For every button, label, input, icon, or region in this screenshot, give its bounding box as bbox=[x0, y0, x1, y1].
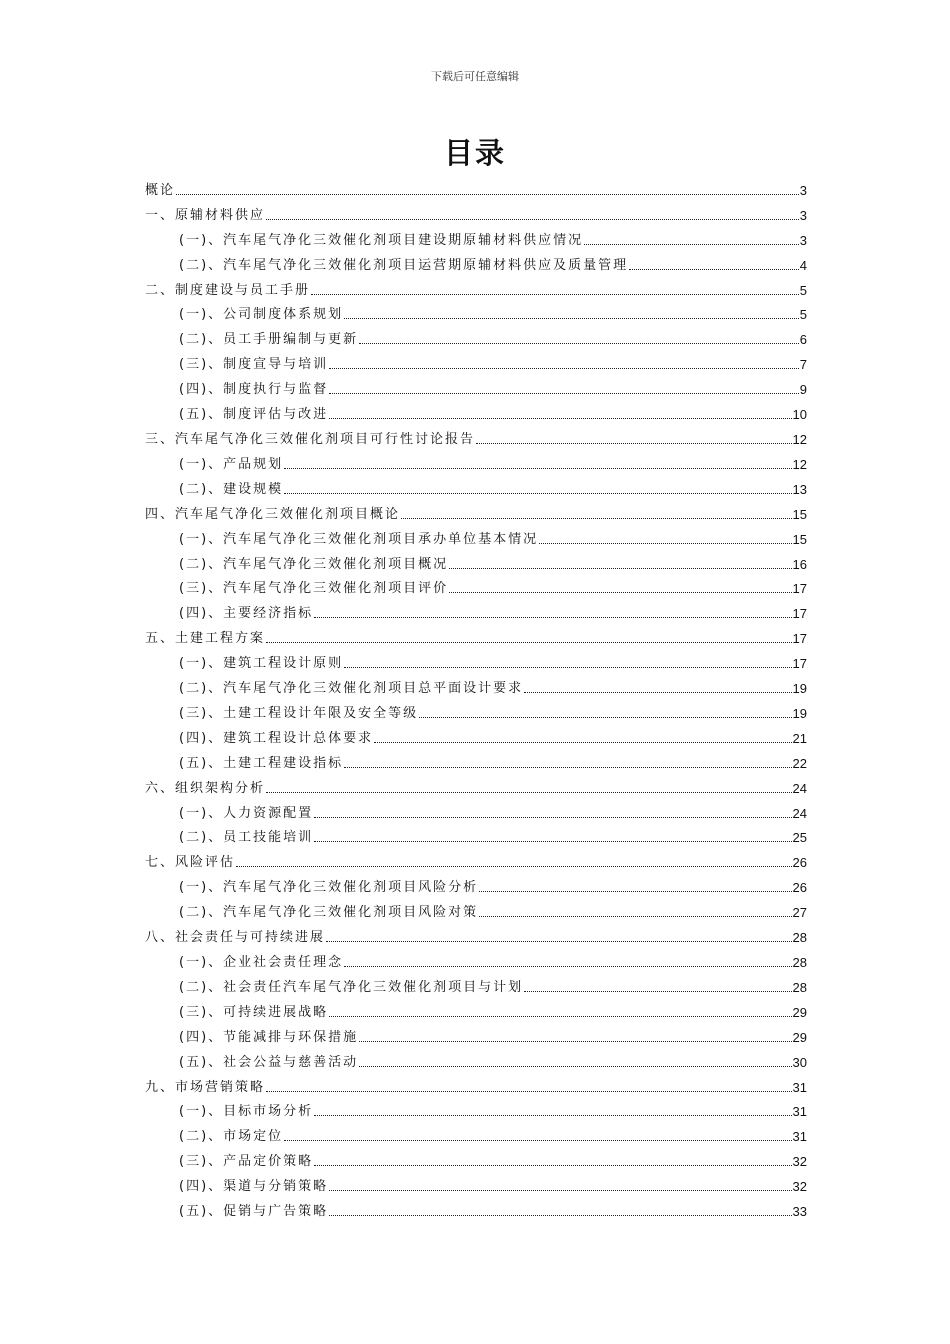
toc-entry-page: 26 bbox=[792, 855, 807, 871]
toc-entry-text: (一)、汽车尾气净化三效催化剂项目建设期原辅材料供应情况 bbox=[179, 232, 584, 248]
toc-leader-dots bbox=[359, 343, 799, 344]
toc-leader-dots bbox=[329, 1190, 791, 1191]
toc-entry-page: 5 bbox=[799, 282, 807, 298]
toc-entry-text: (一)、目标市场分析 bbox=[179, 1104, 314, 1120]
toc-entry-text: (一)、建筑工程设计原则 bbox=[179, 656, 344, 672]
toc-entry[interactable] bbox=[145, 871, 807, 896]
toc-entry-page: 25 bbox=[792, 830, 807, 846]
toc-entry[interactable] bbox=[145, 747, 807, 772]
toc-entry-page: 28 bbox=[792, 979, 807, 995]
toc-entry-page: 3 bbox=[799, 182, 807, 198]
toc-entry-text: (四)、渠道与分销策略 bbox=[179, 1179, 329, 1195]
toc-leader-dots bbox=[176, 194, 799, 195]
toc-entry-text: (五)、促销与广告策略 bbox=[179, 1204, 329, 1220]
toc-entry[interactable] bbox=[145, 1021, 807, 1046]
toc-entry-page: 24 bbox=[792, 780, 807, 796]
toc-entry-text: 四、汽车尾气净化三效催化剂项目概论 bbox=[145, 506, 401, 522]
toc-entry[interactable] bbox=[145, 996, 807, 1021]
toc-entry-page: 16 bbox=[792, 556, 807, 572]
toc-leader-dots bbox=[401, 518, 792, 519]
toc-entry-text: (四)、主要经济指标 bbox=[179, 606, 314, 622]
toc-entry-page: 7 bbox=[799, 357, 807, 373]
toc-entry-text: 五、土建工程方案 bbox=[145, 631, 266, 647]
toc-entry-page: 28 bbox=[792, 955, 807, 970]
toc-entry[interactable] bbox=[145, 1046, 807, 1071]
toc-entry-text: 一、原辅材料供应 bbox=[145, 207, 266, 223]
toc-entry-page: 9 bbox=[799, 382, 807, 398]
toc-entry[interactable] bbox=[145, 921, 807, 946]
header-note: 下载后可任意编辑 bbox=[431, 70, 519, 83]
toc-entry-page: 26 bbox=[792, 880, 807, 896]
toc-leader-dots bbox=[524, 692, 791, 693]
toc-entry-text: (二)、汽车尾气净化三效催化剂项目概况 bbox=[179, 556, 449, 572]
toc-leader-dots bbox=[314, 1165, 791, 1166]
toc-entry-text: (二)、社会责任汽车尾气净化三效催化剂项目与计划 bbox=[179, 979, 524, 995]
toc-entry-page: 17 bbox=[792, 606, 807, 622]
toc-entry[interactable] bbox=[145, 846, 807, 871]
toc-leader-dots bbox=[344, 966, 791, 967]
toc-entry-page: 15 bbox=[792, 506, 807, 522]
toc-entry-text: 二、制度建设与员工手册 bbox=[145, 282, 311, 298]
toc-entry-text: (一)、汽车尾气净化三效催化剂项目风险分析 bbox=[179, 880, 479, 896]
toc-leader-dots bbox=[374, 742, 791, 743]
toc-entry-page: 3 bbox=[799, 232, 807, 248]
toc-entry[interactable] bbox=[145, 797, 807, 822]
toc-entry[interactable] bbox=[145, 398, 807, 423]
toc-leader-dots bbox=[419, 717, 791, 718]
toc-entry[interactable] bbox=[145, 498, 807, 523]
toc-entry-text: (二)、汽车尾气净化三效催化剂项目运营期原辅材料供应及质量管理 bbox=[179, 257, 629, 273]
toc-entry-page: 31 bbox=[792, 1104, 807, 1120]
toc-entry[interactable] bbox=[145, 672, 807, 697]
toc-entry-text: (五)、土建工程建设指标 bbox=[179, 755, 344, 771]
toc-entry-page: 19 bbox=[792, 681, 807, 697]
toc-entry[interactable] bbox=[145, 772, 807, 797]
toc-entry-page: 4 bbox=[799, 257, 807, 273]
toc-entry-text: 九、市场营销策略 bbox=[145, 1079, 266, 1095]
toc-entry-text: 六、组织架构分析 bbox=[145, 780, 266, 796]
toc-entry[interactable] bbox=[145, 299, 807, 324]
toc-entry[interactable] bbox=[145, 1195, 807, 1220]
toc-entry[interactable] bbox=[145, 896, 807, 921]
toc-leader-dots bbox=[629, 269, 799, 270]
toc-leader-dots bbox=[284, 493, 791, 494]
toc-entry-page: 29 bbox=[792, 1004, 807, 1020]
toc-entry-text: (四)、制度执行与监督 bbox=[179, 382, 329, 398]
toc-entry-page: 12 bbox=[792, 456, 807, 472]
toc-entry-page: 5 bbox=[799, 307, 807, 323]
toc-entry[interactable] bbox=[145, 697, 807, 722]
toc-leader-dots bbox=[479, 916, 791, 917]
toc-leader-dots bbox=[266, 792, 792, 793]
toc-leader-dots bbox=[359, 1066, 791, 1067]
toc-leader-dots bbox=[344, 767, 791, 768]
toc-entry-page: 33 bbox=[792, 1204, 807, 1220]
toc-entry-page: 15 bbox=[792, 531, 807, 547]
toc-entry[interactable] bbox=[145, 1170, 807, 1195]
toc-entry-text: (二)、员工手册编制与更新 bbox=[179, 332, 359, 348]
toc-entry[interactable] bbox=[145, 1120, 807, 1145]
toc-leader-dots bbox=[314, 817, 791, 818]
toc-leader-dots bbox=[314, 841, 791, 842]
toc-entry-page: 32 bbox=[792, 1154, 807, 1170]
toc-entry[interactable] bbox=[145, 548, 807, 573]
toc-leader-dots bbox=[329, 1016, 791, 1017]
toc-leader-dots bbox=[584, 244, 799, 245]
toc-entry-page: 22 bbox=[792, 755, 807, 771]
toc-entry-page: 17 bbox=[792, 581, 807, 597]
toc-entry-text: (一)、产品规划 bbox=[179, 456, 284, 472]
toc-leader-dots bbox=[236, 866, 792, 867]
toc-entry[interactable] bbox=[145, 946, 807, 971]
toc-entry-text: (二)、汽车尾气净化三效催化剂项目总平面设计要求 bbox=[179, 681, 524, 697]
toc-leader-dots bbox=[449, 568, 791, 569]
toc-entry-page: 29 bbox=[792, 1029, 807, 1045]
toc-leader-dots bbox=[329, 1215, 791, 1216]
toc-entry-text: (二)、汽车尾气净化三效催化剂项目风险对策 bbox=[179, 905, 479, 921]
toc-entry-text: (四)、节能减排与环保措施 bbox=[179, 1029, 359, 1045]
toc-entry[interactable] bbox=[145, 1145, 807, 1170]
toc-entry-page: 24 bbox=[792, 805, 807, 821]
toc-leader-dots bbox=[329, 393, 799, 394]
toc-entry[interactable] bbox=[145, 274, 807, 299]
toc-entry-page: 21 bbox=[792, 730, 807, 746]
toc-entry[interactable] bbox=[145, 199, 807, 224]
toc-entry-page: 19 bbox=[792, 705, 807, 721]
toc-entry-page: 28 bbox=[792, 930, 807, 946]
toc-entry[interactable] bbox=[145, 323, 807, 348]
toc-leader-dots bbox=[524, 991, 791, 992]
toc-entry-text: (二)、建设规模 bbox=[179, 481, 284, 497]
toc-entry-text: (一)、公司制度体系规划 bbox=[179, 307, 344, 323]
toc-entry-page: 6 bbox=[799, 332, 807, 348]
toc-entry[interactable] bbox=[145, 373, 807, 398]
toc-title: 目录 bbox=[443, 136, 506, 170]
toc-entry-text: (三)、汽车尾气净化三效催化剂项目评价 bbox=[179, 581, 449, 597]
toc-entry-text: 概论 bbox=[145, 182, 176, 198]
toc-entry[interactable] bbox=[145, 448, 807, 473]
toc-entry-page: 17 bbox=[792, 631, 807, 647]
toc-leader-dots bbox=[311, 294, 799, 295]
toc-leader-dots bbox=[266, 219, 799, 220]
toc-entry[interactable] bbox=[145, 523, 807, 548]
toc-entry[interactable] bbox=[145, 722, 807, 747]
toc-entry-text: (五)、社会公益与慈善活动 bbox=[179, 1054, 359, 1070]
toc-leader-dots bbox=[314, 1115, 791, 1116]
toc-entry-page: 32 bbox=[792, 1179, 807, 1195]
toc-entry-page: 12 bbox=[792, 431, 807, 447]
toc-leader-dots bbox=[344, 318, 799, 319]
toc-entry[interactable] bbox=[145, 971, 807, 996]
toc-entry-text: (三)、可持续进展战略 bbox=[179, 1004, 329, 1020]
toc-entry-text: (二)、员工技能培训 bbox=[179, 830, 314, 846]
toc-entry-page: 17 bbox=[792, 656, 807, 672]
toc-leader-dots bbox=[329, 368, 799, 369]
toc-entry[interactable] bbox=[145, 1071, 807, 1096]
toc-entry-page: 10 bbox=[792, 407, 807, 423]
toc-leader-dots bbox=[329, 418, 791, 419]
toc-entry[interactable] bbox=[145, 647, 807, 672]
toc-leader-dots bbox=[326, 941, 792, 942]
table-of-contents bbox=[145, 174, 807, 1220]
toc-leader-dots bbox=[476, 443, 792, 444]
toc-entry[interactable] bbox=[145, 473, 807, 498]
toc-leader-dots bbox=[539, 543, 791, 544]
toc-entry-page: 13 bbox=[792, 481, 807, 497]
toc-entry-page: 30 bbox=[792, 1054, 807, 1070]
toc-entry[interactable] bbox=[145, 597, 807, 622]
toc-entry-page: 31 bbox=[792, 1129, 807, 1145]
toc-leader-dots bbox=[266, 1091, 792, 1092]
toc-leader-dots bbox=[359, 1041, 791, 1042]
toc-entry-text: 七、风险评估 bbox=[145, 855, 236, 871]
toc-entry-page: 27 bbox=[792, 905, 807, 921]
toc-entry-text: (三)、产品定价策略 bbox=[179, 1154, 314, 1170]
toc-entry-text: (一)、企业社会责任理念 bbox=[179, 955, 344, 970]
toc-leader-dots bbox=[479, 891, 791, 892]
toc-entry[interactable] bbox=[145, 174, 807, 199]
toc-leader-dots bbox=[284, 468, 791, 469]
toc-entry-text: (二)、市场定位 bbox=[179, 1129, 284, 1145]
toc-leader-dots bbox=[449, 592, 791, 593]
toc-entry[interactable] bbox=[145, 622, 807, 647]
toc-entry[interactable] bbox=[145, 249, 807, 274]
toc-entry-page: 3 bbox=[799, 207, 807, 223]
toc-entry-text: (三)、制度宣导与培训 bbox=[179, 357, 329, 373]
toc-entry-text: (五)、制度评估与改进 bbox=[179, 407, 329, 423]
toc-entry[interactable] bbox=[145, 348, 807, 373]
toc-entry-text: 三、汽车尾气净化三效催化剂项目可行性讨论报告 bbox=[145, 431, 476, 447]
toc-entry-text: (一)、汽车尾气净化三效催化剂项目承办单位基本情况 bbox=[179, 531, 539, 547]
toc-entry-text: (一)、人力资源配置 bbox=[179, 805, 314, 821]
toc-leader-dots bbox=[284, 1140, 791, 1141]
toc-entry-page: 31 bbox=[792, 1079, 807, 1095]
toc-entry[interactable] bbox=[145, 573, 807, 598]
toc-entry-text: (四)、建筑工程设计总体要求 bbox=[179, 730, 374, 746]
toc-leader-dots bbox=[266, 642, 792, 643]
toc-entry[interactable] bbox=[145, 423, 807, 448]
toc-entry[interactable] bbox=[145, 822, 807, 847]
toc-entry-text: (三)、土建工程设计年限及安全等级 bbox=[179, 705, 419, 721]
toc-leader-dots bbox=[314, 617, 791, 618]
toc-entry-text: 八、社会责任与可持续进展 bbox=[145, 930, 326, 946]
toc-entry[interactable] bbox=[145, 1096, 807, 1121]
toc-leader-dots bbox=[344, 667, 791, 668]
toc-entry[interactable] bbox=[145, 224, 807, 249]
